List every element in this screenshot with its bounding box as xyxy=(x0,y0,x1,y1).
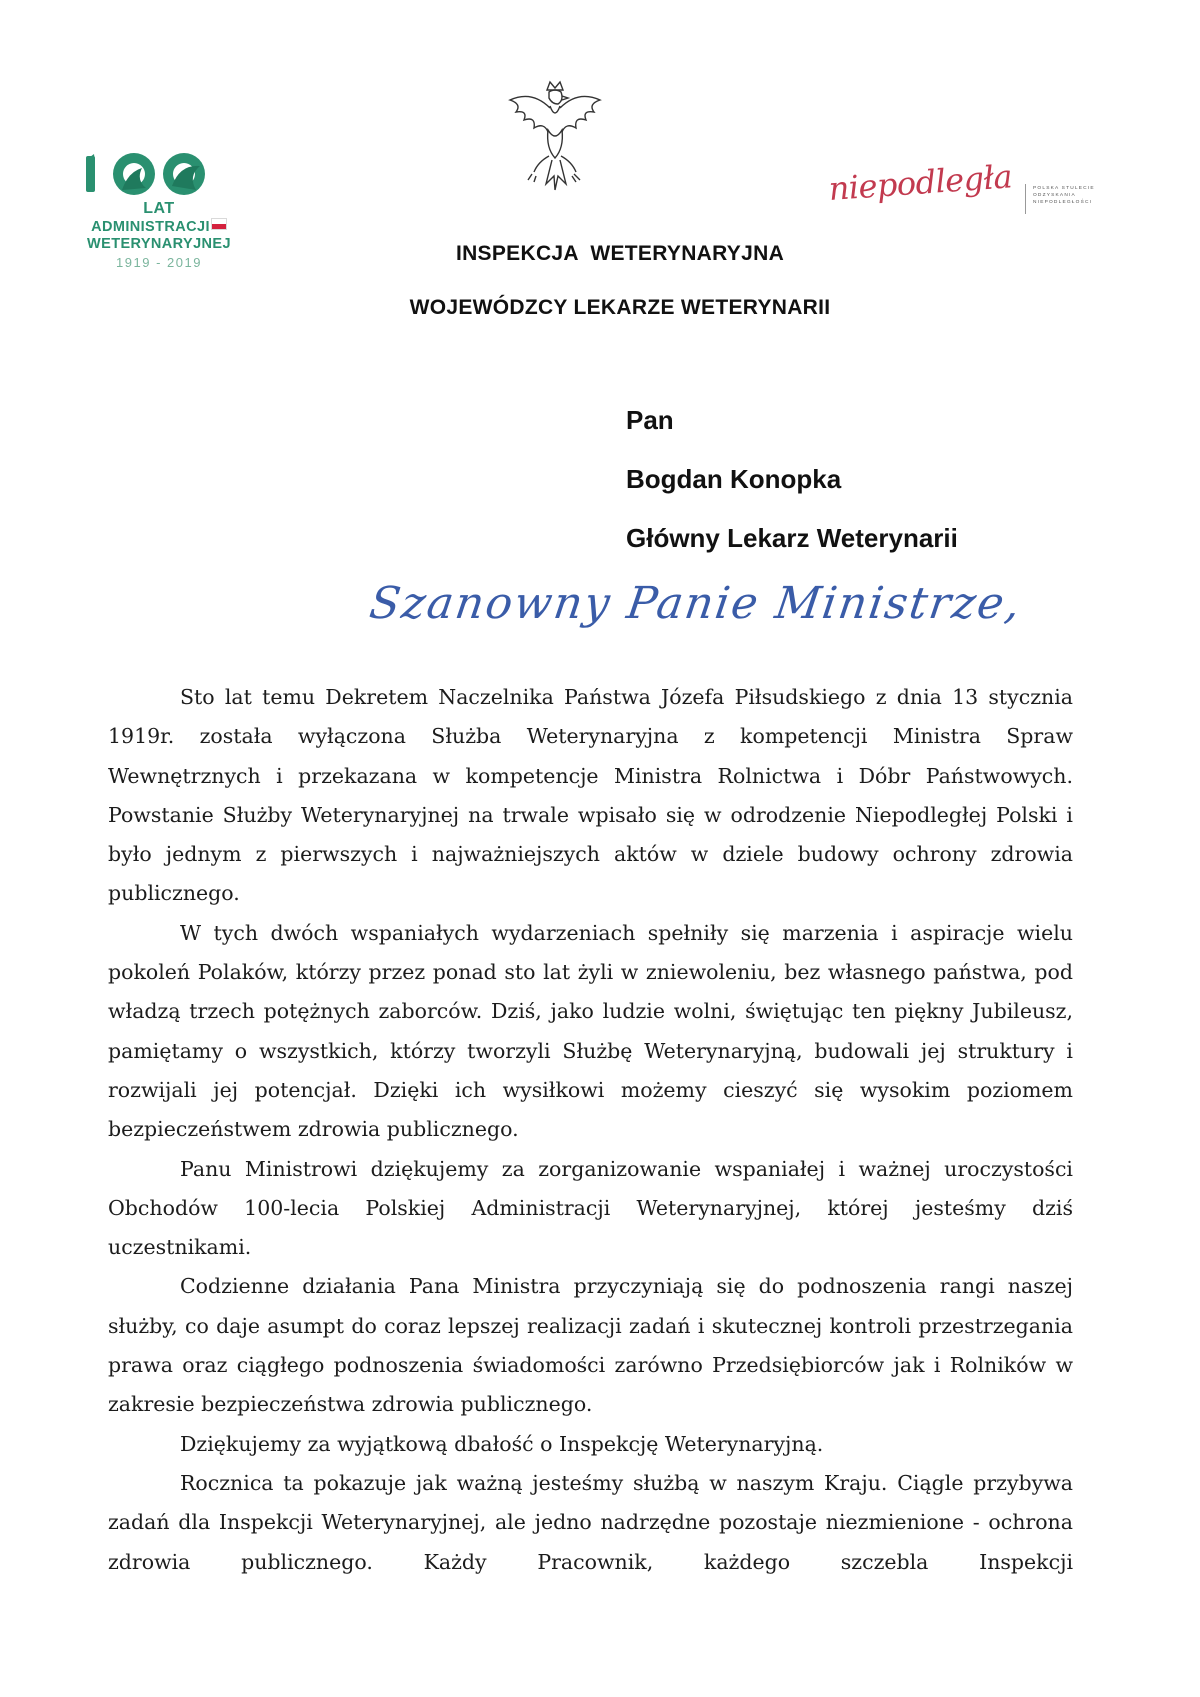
institution-subtitle: WOJEWÓDZCY LEKARZE WETERYNARII xyxy=(409,296,831,319)
niepodlegla-subtext: POLSKA STULECIE ODZYSKANIA NIEPODLEGŁOŚCI xyxy=(1033,186,1095,205)
polish-flag-icon xyxy=(211,218,227,230)
logo-years: 1919 - 2019 xyxy=(116,255,202,270)
niepodlegla-divider xyxy=(1025,184,1026,214)
logo-100-icon xyxy=(84,150,234,200)
niepodlegla-logo xyxy=(827,157,1130,230)
polish-eagle-icon xyxy=(502,80,608,204)
niepodlegla-script: niepodległa xyxy=(827,157,1014,208)
body-paragraph: Sto lat temu Dekretem Naczelnika Państwa Józefa Piłsudskiego z dnia 13 stycznia 1919r. została wyłączona Służba Weterynaryjna z kompetencji Ministra Spraw Wewnętrznych i przekazana w kompetencje Ministra Rolnictwa i Dóbr Państwowych. Powstanie Służby Weterynaryjnej na trwale wpisało się w odrodzenie Niepodległej Polski i było jednym z pierwszych i najważniejszych aktów w dziele budowy ochrony zdrowia publicznego. xyxy=(108,685,1073,906)
handwritten-salutation: Szanowny Panie Ministrze, xyxy=(366,578,1026,629)
logo-weterynaryjnej: WETERYNARYJNEJ xyxy=(87,236,231,252)
body-paragraph: Panu Ministrowi dziękujemy za zorganizowanie wspaniałej i ważnej uroczystości Obchodów 100-lecia Polskiej Administracji Weterynaryjnej, której jesteśmy dziś uczestnikami. xyxy=(108,1156,1073,1260)
addressee-salutation: Pan xyxy=(626,405,674,435)
logo-lat: LAT xyxy=(143,200,175,217)
body-paragraph: Dziękujemy za wyjątkową dbałość o Inspekcję Weterynaryjną. xyxy=(180,1431,824,1456)
body-paragraph: Codzienne działania Pana Ministra przyczyniają się do podnoszenia rangi naszej służby, co daje asumpt do coraz lepszej realizacji zadań i skutecznej kontroli przestrzegania prawa oraz ciągłego podnoszenia świadomości zarówno Przedsiębiorców jak i Rolników w zakresie bezpieczeństwa zdrowia publicznego. xyxy=(108,1274,1073,1417)
letter-body xyxy=(108,678,1073,1582)
logo-administracji: ADMINISTRACJI xyxy=(84,218,234,235)
institution-title: INSPEKCJA WETERYNARYJNA xyxy=(455,242,785,265)
addressee-title: Główny Lekarz Weterynarii xyxy=(626,523,958,553)
body-paragraph: Rocznica ta pokazuje jak ważną jesteśmy służbą w naszym Kraju. Ciągle przybywa zadań dla Inspekcji Weterynaryjnej, ale jedno nadrzędne pozostaje niezmienione - ochrona zdrowia publicznego. Każdy Pracownik, każdego szczebla Inspekcji xyxy=(108,1470,1073,1574)
addressee-name: Bogdan Konopka xyxy=(626,464,842,494)
body-paragraph: W tych dwóch wspaniałych wydarzeniach spełniły się marzenia i aspiracje wielu pokoleń Polaków, którzy przez ponad sto lat żyli w zniewoleniu, bez własnego państwa, pod władzą trzech potężnych zaborców. Dziś, jako ludzie wolni, świętując ten piękny Jubileusz, pamiętamy o wszystkich, którzy tworzyli Służbę Weterynaryjną, budowali jej struktury i rozwijali jej potencjał. Dzięki ich wysiłkowi możemy cieszyć się wysokim poziomem bezpieczeństwem zdrowia publicznego. xyxy=(108,920,1073,1142)
